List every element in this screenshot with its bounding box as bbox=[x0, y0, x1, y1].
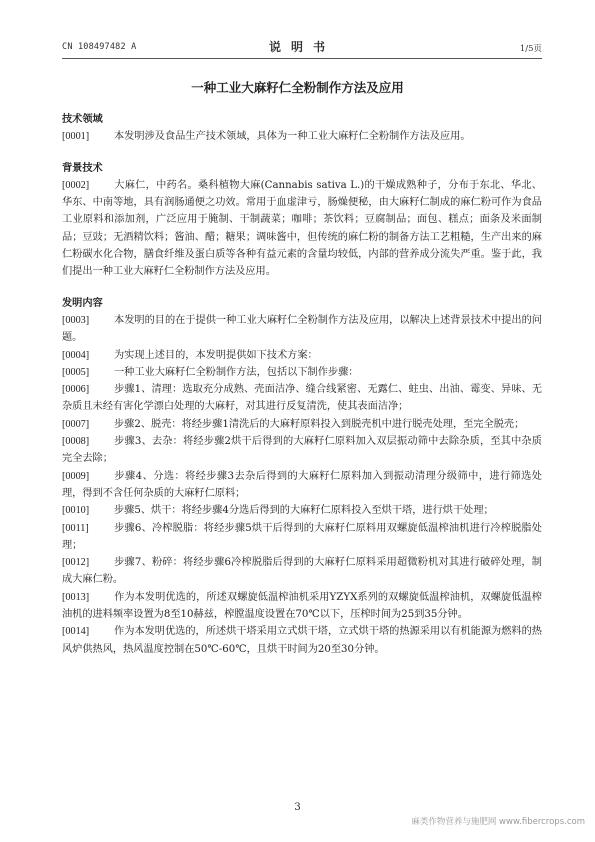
paragraph bbox=[62, 416, 542, 433]
paragraph bbox=[62, 468, 542, 503]
paragraph-number: [0011] bbox=[62, 522, 89, 534]
header-rule bbox=[62, 58, 542, 59]
paragraph-text: 作为本发明优选的，所述烘干塔采用立式烘干塔，立式烘干塔的热源采用以有机能源为燃料的热风炉供热风，热风温度控制在50℃-60℃，且烘干时间为20至30分钟。 bbox=[62, 626, 542, 655]
document-title: 一种工业大麻籽仁全粉制作方法及应用 bbox=[191, 80, 404, 95]
paragraph-text: 步骤3、去杂：将经步骤2烘干后得到的大麻籽仁原料加入双层振动筛中去除杂质，至其中杂质完全去除； bbox=[62, 436, 542, 465]
paragraph bbox=[62, 128, 542, 145]
paragraph bbox=[62, 433, 542, 468]
paragraph-text: 步骤2、脱壳：将经步骤1清洗后的大麻籽原料投入到脱壳机中进行脱壳处理，至完全脱壳； bbox=[114, 418, 525, 430]
paragraph-number: [0006] bbox=[62, 384, 90, 396]
paragraph-text: 本发明的目的在于提供一种工业大麻籽仁全粉制作方法及应用，以解决上述背景技术中提出的问题。 bbox=[62, 314, 542, 344]
doc-number: CN 108497482 A bbox=[62, 42, 137, 52]
watermark: 麻类作物营养与施肥网 www.fibercrops.com bbox=[411, 817, 585, 827]
paragraph bbox=[62, 381, 542, 416]
paragraph-number: [0007] bbox=[62, 418, 90, 430]
paragraph-number: [0005] bbox=[62, 366, 90, 378]
page-number: 3 bbox=[294, 802, 301, 813]
paragraph bbox=[62, 623, 542, 658]
paragraph-text: 大麻仁，中药名。桑科植物大麻(Cannabis sativa L.)的干燥成熟种子，分布于东北、华北、华东、中南等地，具有润肠通便之功效。常用于血虚津亏，肠燥便秘，由大麻籽仁制成的麻仁粉可作为食品工业原料和添加剂，广泛应用于腌制、干制蔬菜；咖啡；茶饮料；豆腐制品；面包、糕点；面条及米面制品；豆豉；无酒精饮料；酱油、醋；糖果；调味酱中，但传统的麻仁粉的制备方法工艺粗糙，生产出来的麻仁粉碳水化合物，膳食纤维及蛋白质等各种有益元素的含量均较低，内部的营养成分流失严重。鉴于此，我们提出一种工业大麻籽仁全粉制作方法及应用。 bbox=[62, 179, 542, 278]
section-heading-invention: 发明内容 bbox=[62, 297, 103, 309]
paragraph bbox=[62, 347, 542, 364]
paragraph-number: [0013] bbox=[62, 591, 90, 603]
paragraph-number: [0012] bbox=[62, 557, 90, 569]
paragraph bbox=[62, 364, 542, 381]
paragraph-number: [0003] bbox=[62, 314, 90, 326]
paragraph-text: 为实现上述目的，本发明提供如下技术方案： bbox=[114, 349, 318, 361]
paragraph bbox=[62, 177, 542, 281]
paragraph-text: 本发明涉及食品生产技术领域，具体为一种工业大麻籽仁全粉制作方法及应用。 bbox=[114, 131, 471, 143]
paragraph-number: [0009] bbox=[62, 470, 90, 482]
document-body bbox=[62, 111, 542, 658]
section-heading-background: 背景技术 bbox=[62, 162, 103, 174]
paragraph-number: [0004] bbox=[62, 349, 90, 361]
paragraph-text: 步骤7、粉碎：将经步骤6冷榨脱脂后得到的大麻籽仁原料采用超微粉机对其进行破碎处理，制成大麻仁粉。 bbox=[62, 557, 542, 586]
paragraph bbox=[62, 502, 542, 519]
paragraph-text: 作为本发明优选的，所述双螺旋低温榨油机采用YZYX系列的双螺旋低温榨油机，双螺旋低温榨油机的进料频率设置为8至10赫兹，榨膛温度设置在70℃以下，压榨时间为25到35分钟。 bbox=[62, 591, 542, 621]
paragraph-text: 步骤1、清理：选取充分成熟、壳面洁净、缝合线紧密、无露仁、蛀虫、出油、霉变、异味、无杂质且未经有害化学漂白处理的大麻籽，对其进行反复清洗，使其表面洁净； bbox=[62, 384, 542, 413]
doc-type: 说明书 bbox=[268, 40, 335, 54]
page-header bbox=[62, 40, 542, 56]
paragraph-text: 步骤6、冷榨脱脂：将经步骤5烘干后得到的大麻籽仁原料用双螺旋低温榨油机进行冷榨脱脂处理； bbox=[62, 522, 542, 551]
paragraph-number: [0010] bbox=[62, 505, 90, 517]
paragraph-number: [0008] bbox=[62, 436, 90, 448]
paragraph-text: 步骤5、烘干：将经步骤4分选后得到的大麻籽仁原料投入至烘干塔，进行烘干处理； bbox=[114, 505, 494, 517]
page-count: 1/5页 bbox=[519, 44, 542, 54]
paragraph-text: 步骤4、分选：将经步骤3去杂后得到的大麻籽仁原料加入到振动清理分级筛中，进行筛选处理，得到不含任何杂质的大麻籽仁原料； bbox=[62, 470, 542, 499]
paragraph bbox=[62, 520, 542, 555]
section-heading-tech-field: 技术领域 bbox=[62, 114, 103, 125]
paragraph bbox=[62, 312, 542, 347]
paragraph bbox=[62, 554, 542, 589]
paragraph-text: 一种工业大麻籽仁全粉制作方法，包括以下制作步骤： bbox=[114, 366, 359, 378]
paragraph-number: [0001] bbox=[62, 131, 90, 143]
paragraph-number: [0014] bbox=[62, 626, 90, 638]
paragraph-number: [0002] bbox=[62, 179, 90, 191]
paragraph bbox=[62, 589, 542, 624]
